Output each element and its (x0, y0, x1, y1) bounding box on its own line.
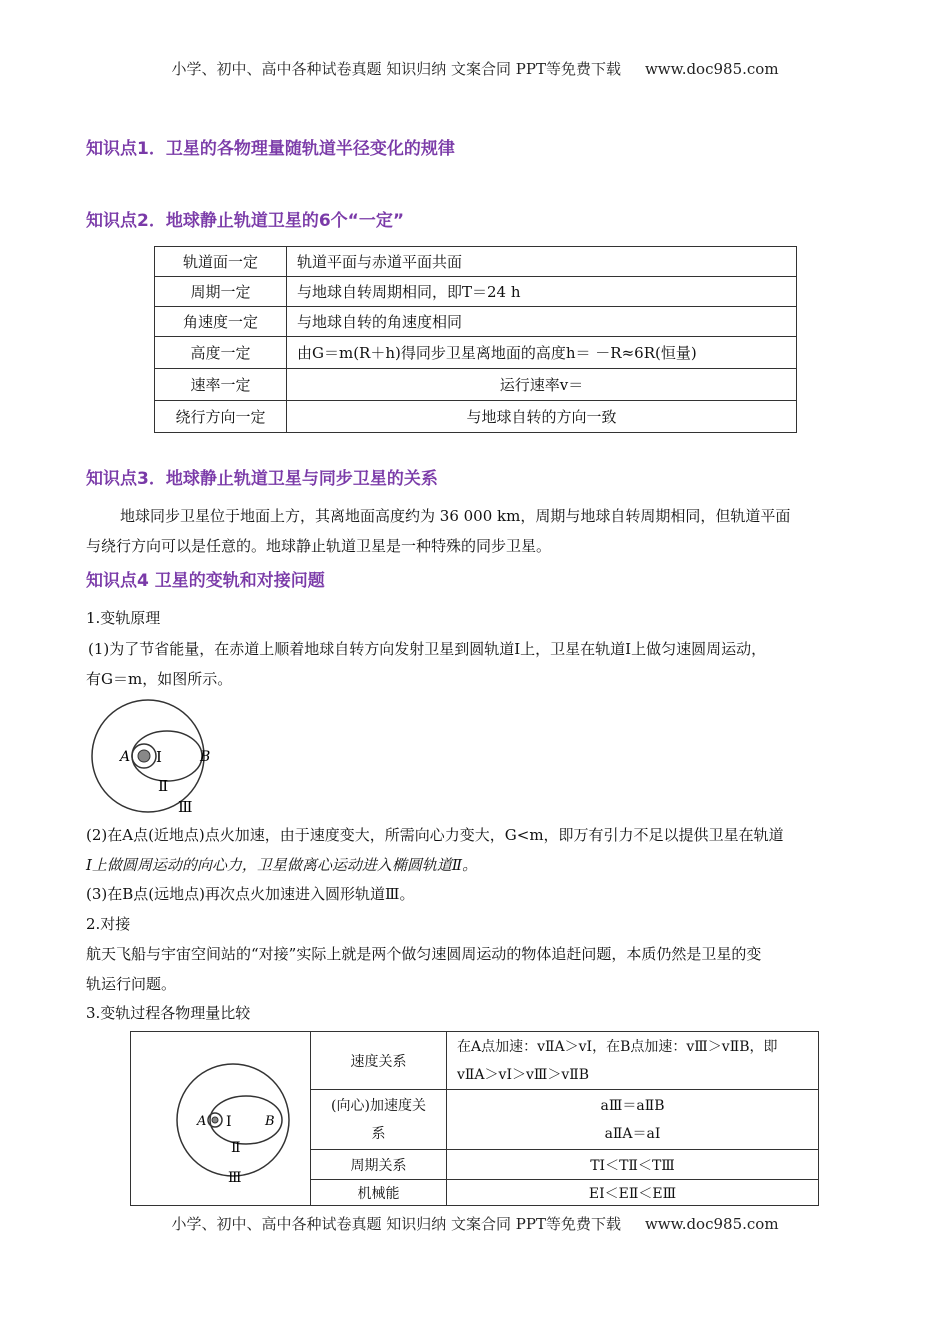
k4-p1-line1: (1)为了节省能量，在赤道上顺着地球自转方向发射卫星到圆轨道Ⅰ上，卫星在轨道Ⅰ上做匀速圆周运动， (88, 640, 767, 658)
row-label: 高度一定 (155, 337, 287, 369)
row-label: 轨道面一定 (155, 247, 287, 277)
speed-line-2: vⅡA＞vⅠ＞vⅢ＞vⅡB (457, 1066, 590, 1083)
acc-value (447, 1090, 819, 1150)
energy-value: EⅠ＜EⅡ＜EⅢ (447, 1180, 819, 1206)
k2-title: 知识点2．地球静止轨道卫星的6个“一定” (86, 211, 405, 231)
earth-icon (212, 1117, 218, 1123)
row-value: 与地球自转周期相同，即T＝24 h (287, 277, 797, 307)
k4-p1-line2: 有G＝m，如图所示。 (86, 670, 233, 688)
k4-p2-line2: Ⅰ上做圆周运动的向心力，卫星做离心运动进入椭圆轨道Ⅱ。 (86, 856, 478, 874)
orbit-diagram-2 (131, 1042, 309, 1192)
diagram-cell (131, 1032, 311, 1206)
acc-label-line-1: (向心)加速度关 (331, 1097, 426, 1114)
k4-section2: 2.对接 (86, 915, 131, 933)
page-footer (0, 1213, 950, 1234)
orbit-diagram-1 (80, 696, 220, 818)
table-row (155, 337, 797, 369)
label-b: B (200, 749, 211, 765)
k4-p2-line1: (2)在A点(近地点)点火加速，由于速度变大，所需向心力变大，G<m，即万有引力不足以提供卫星在轨道 (86, 826, 784, 844)
footer-text: 小学、初中、高中各种试卷真题 知识归纳 文案合同 PPT等免费下载 (171, 1215, 621, 1233)
table-row (155, 307, 797, 337)
page-header (0, 58, 950, 79)
row-label: 速率一定 (155, 369, 287, 401)
label-orbit-1: Ⅰ (156, 748, 162, 766)
k3-paragraph-line2: 与绕行方向可以是任意的。地球静止轨道卫星是一种特殊的同步卫星。 (86, 537, 552, 555)
row-value: 轨道平面与赤道平面共面 (287, 247, 797, 277)
period-value: TⅠ＜TⅡ＜TⅢ (447, 1150, 819, 1180)
k4-section1: 1.变轨原理 (86, 609, 161, 627)
earth-icon (138, 750, 150, 762)
row-label: 周期一定 (155, 277, 287, 307)
label-orbit-3: Ⅲ (178, 798, 193, 816)
label-orbit-2: Ⅱ (231, 1139, 241, 1156)
row-value: 与地球自转的方向一致 (287, 401, 797, 433)
k4-p4-line2: 轨运行问题。 (86, 975, 177, 993)
label-b: B (265, 1113, 275, 1129)
acc-label (311, 1090, 447, 1150)
k4-compare-table (130, 1031, 819, 1206)
label-a: A (120, 749, 131, 765)
k4-section3: 3.变轨过程各物理量比较 (86, 1004, 251, 1022)
label-orbit-2: Ⅱ (158, 777, 169, 795)
label-a: A (197, 1113, 207, 1129)
header-text: 小学、初中、高中各种试卷真题 知识归纳 文案合同 PPT等免费下载 (171, 60, 621, 78)
row-label: 角速度一定 (155, 307, 287, 337)
speed-label: 速度关系 (311, 1032, 447, 1090)
acc-label-line-2: 系 (371, 1125, 386, 1142)
acc-line-1: aⅢ＝aⅡB (600, 1097, 665, 1114)
k1-title: 知识点1．卫星的各物理量随轨道半径变化的规律 (86, 139, 455, 159)
label-orbit-3: Ⅲ (228, 1169, 242, 1186)
row-label: 绕行方向一定 (155, 401, 287, 433)
speed-value (447, 1032, 819, 1090)
k4-p3: (3)在B点(远地点)再次点火加速进入圆形轨道Ⅲ。 (86, 885, 415, 903)
footer-url[interactable]: www.doc985.com (644, 1215, 779, 1233)
table-row (155, 277, 797, 307)
k4-title: 知识点4 卫星的变轨和对接问题 (86, 571, 325, 591)
label-orbit-1: Ⅰ (226, 1113, 232, 1130)
energy-label: 机械能 (311, 1180, 447, 1206)
period-label: 周期关系 (311, 1150, 447, 1180)
speed-line-1: 在A点加速：vⅡA＞vⅠ，在B点加速：vⅢ＞vⅡB，即 (457, 1038, 778, 1055)
k3-title: 知识点3．地球静止轨道卫星与同步卫星的关系 (86, 469, 438, 489)
row-value: 与地球自转的角速度相同 (287, 307, 797, 337)
k2-table (154, 246, 797, 433)
table-row (131, 1032, 819, 1090)
table-row (155, 247, 797, 277)
table-row (155, 369, 797, 401)
k4-p4-line1: 航天飞船与宇宙空间站的“对接”实际上就是两个做匀速圆周运动的物体追赶问题，本质仍然是卫星的变 (86, 945, 762, 963)
header-url[interactable]: www.doc985.com (644, 60, 779, 78)
k3-paragraph-line1: 地球同步卫星位于地面上方，其离地面高度约为 36 000 km，周期与地球自转周期相同，但轨道平面 (120, 507, 791, 525)
row-value: 运行速率v＝ (287, 369, 797, 401)
row-value: 由G＝m(R＋h)得同步卫星离地面的高度h＝ －R≈6R(恒量) (287, 337, 797, 369)
acc-line-2: aⅡA＝aⅠ (604, 1125, 661, 1142)
table-row (155, 401, 797, 433)
